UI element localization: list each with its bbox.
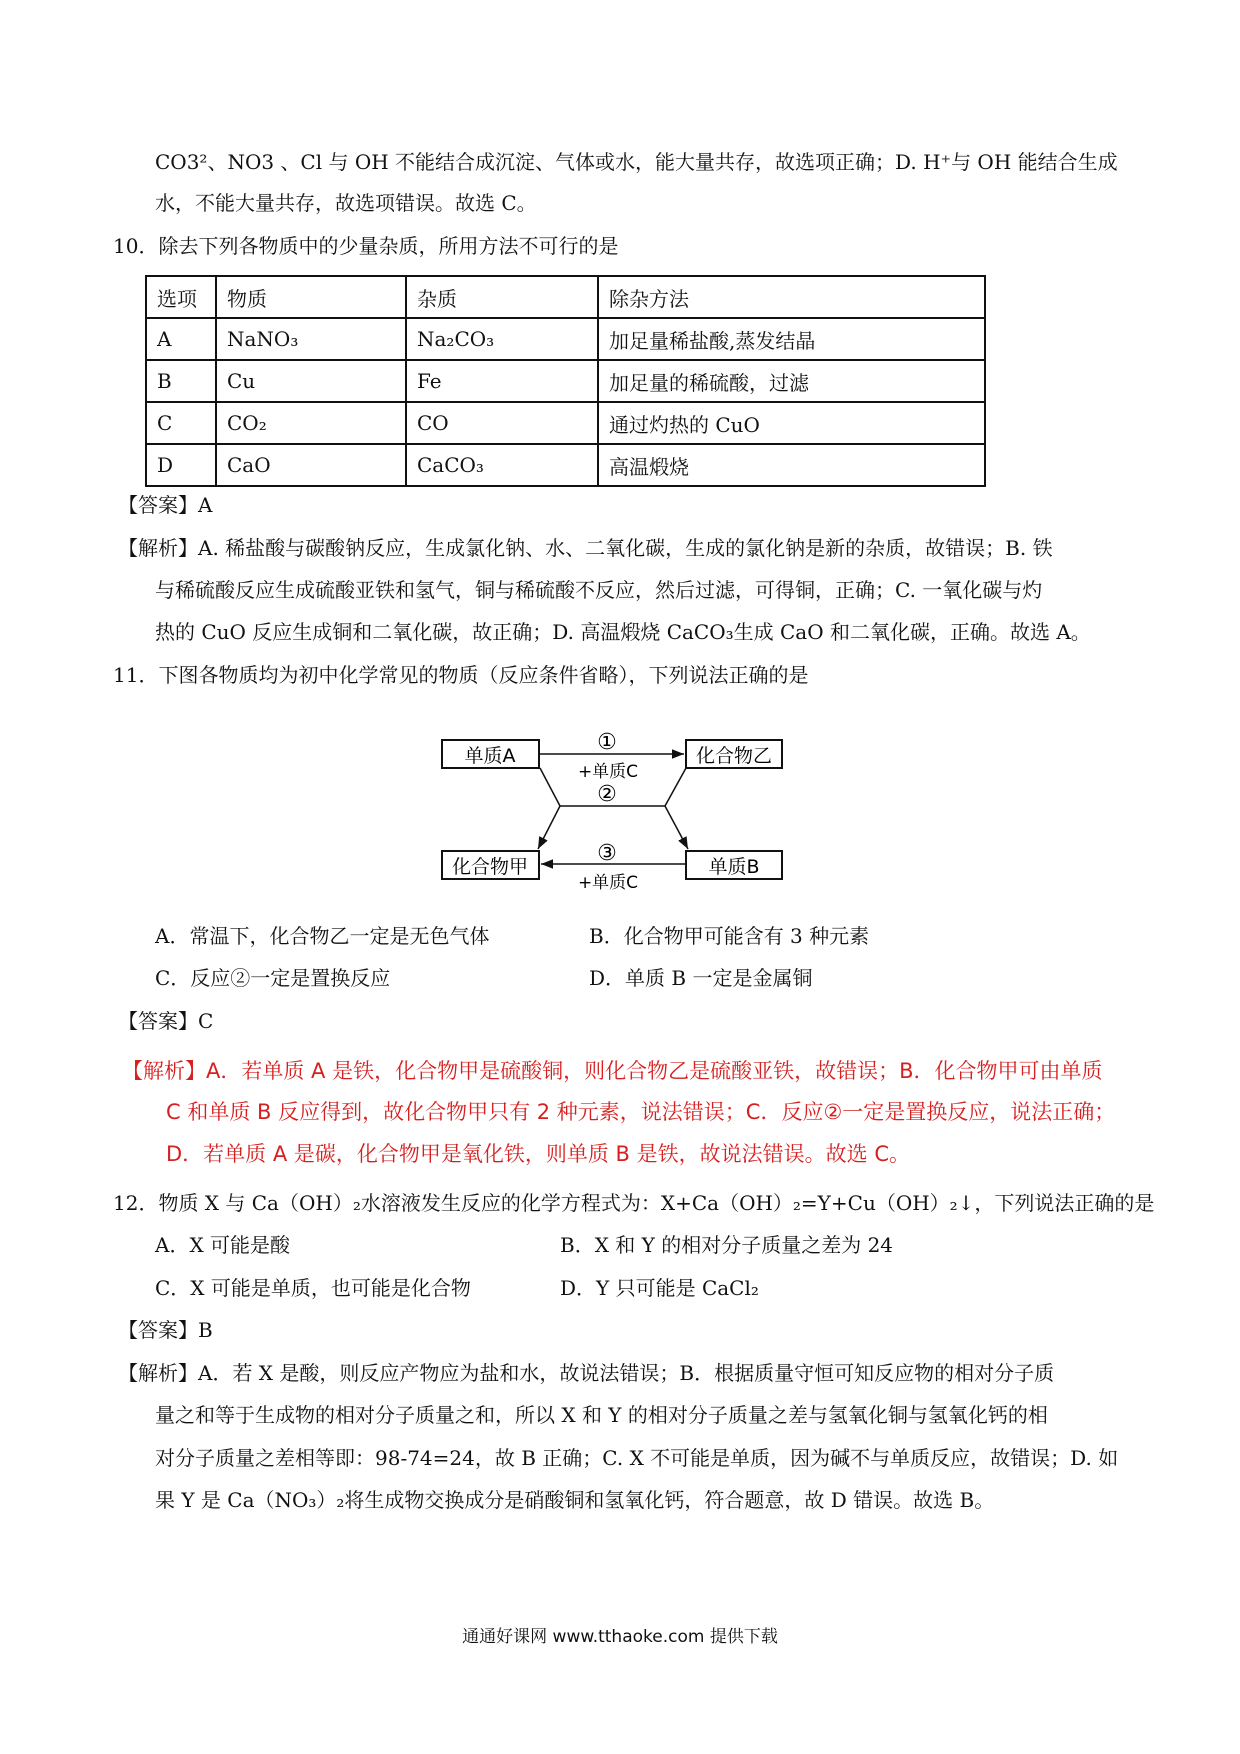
table-header-cell: 选项 — [146, 276, 216, 318]
table-cell: 高温煅烧 — [598, 444, 985, 486]
question-12-stem: 12．物质 X 与 Ca（OH）₂水溶液发生反应的化学方程式为：X+Ca（OH）₂=Y+Cu（OH）₂↓，下列说法正确的是 — [113, 1191, 1155, 1215]
table-cell: CaCO₃ — [406, 444, 598, 486]
question-11-analysis: D．若单质 A 是碳，化合物甲是氧化铁，则单质 B 是铁，故说法错误。故选 C。 — [166, 1142, 910, 1166]
arrow-reaction-2-to-b — [665, 806, 688, 849]
table-cell: 加足量的稀硫酸，过滤 — [598, 360, 985, 402]
question-12-option-b: B．X 和 Y 的相对分子质量之差为 24 — [560, 1233, 894, 1257]
question-10-analysis: 热的 CuO 反应生成铜和二氧化碳，故正确；D. 高温煅烧 CaCO₃生成 CaO 和二氧化碳，正确。故选 A。 — [155, 620, 1091, 644]
question-11-analysis: 【解析】A．若单质 A 是铁，化合物甲是硫酸铜，则化合物乙是硫酸亚铁，故错误；B．化合物甲可由单质 — [122, 1059, 1103, 1083]
question-12-analysis: 果 Y 是 Ca（NO₃）₂将生成物交换成分是硝酸铜和氢氧化钙，符合题意，故 D 错误。故选 B。 — [155, 1488, 995, 1512]
question-11-option-b: B．化合物甲可能含有 3 种元素 — [589, 924, 870, 948]
question-12-answer: 【答案】B — [118, 1318, 213, 1342]
page-footer: 通通好课网 www.tthaoke.com 提供下载 — [462, 1627, 778, 1647]
question-11-option-d: D．单质 B 一定是金属铜 — [589, 966, 813, 990]
intro-line: 水，不能大量共存，故选项错误。故选 C。 — [155, 191, 537, 215]
table-cell: CaO — [216, 444, 406, 486]
reaction-3-reagent: +单质C — [577, 873, 639, 893]
question-12-analysis: 【解析】A．若 X 是酸，则反应产物应为盐和水，故说法错误；B．根据质量守恒可知反应物的相对分子质 — [118, 1361, 1055, 1385]
reaction-2-line — [665, 768, 686, 806]
question-11-option-c: C．反应②一定是置换反应 — [155, 966, 391, 990]
table-cell: NaNO₃ — [216, 318, 406, 360]
question-12-option-a: A．X 可能是酸 — [155, 1233, 291, 1257]
reaction-2-line — [540, 768, 560, 806]
question-10-analysis: 【解析】A. 稀盐酸与碳酸钠反应，生成氯化钠、水、二氧化碳，生成的氯化钠是新的杂质，故错误；B. 铁 — [118, 536, 1053, 560]
table-cell: A — [146, 318, 216, 360]
question-10-answer: 【答案】A — [118, 493, 213, 517]
question-12-analysis: 对分子质量之差相等即：98-74=24，故 B 正确；C. X 不可能是单质，因为碱不与单质反应，故错误；D. 如 — [155, 1446, 1119, 1470]
box-compound-yi-label: 化合物乙 — [695, 745, 773, 767]
question-12-option-d: D．Y 只可能是 CaCl₂ — [560, 1276, 759, 1300]
question-11-answer: 【答案】C — [118, 1009, 214, 1033]
intro-line: CO3²、NO3 、Cl 与 OH 不能结合成沉淀、气体或水，能大量共存，故选项正确；D. H⁺与 OH 能结合生成 — [155, 150, 1118, 174]
table-cell: D — [146, 444, 216, 486]
question-10-analysis: 与稀硫酸反应生成硫酸亚铁和氢气，铜与稀硫酸不反应，然后过滤，可得铜，正确；C. 一氧化碳与灼 — [155, 578, 1043, 602]
question-11-stem: 11．下图各物质均为初中化学常见的物质（反应条件省略），下列说法正确的是 — [113, 663, 809, 687]
table-cell: Na₂CO₃ — [406, 318, 598, 360]
question-11-option-a: A．常温下，化合物乙一定是无色气体 — [155, 924, 490, 948]
table-cell: Cu — [216, 360, 406, 402]
question-12-option-c: C．X 可能是单质，也可能是化合物 — [155, 1276, 471, 1300]
reaction-1-reagent: +单质C — [577, 762, 639, 782]
reaction-1-label: ① — [597, 730, 617, 755]
box-element-a-label: 单质A — [464, 745, 516, 767]
arrow-reaction-2-to-jia — [538, 806, 560, 849]
question-10-stem: 10．除去下列各物质中的少量杂质，所用方法不可行的是 — [113, 234, 619, 258]
table-cell: 通过灼热的 CuO — [598, 402, 985, 444]
box-compound-jia-label: 化合物甲 — [451, 856, 529, 878]
reaction-2-label: ② — [597, 782, 617, 807]
table-cell: Fe — [406, 360, 598, 402]
table-cell: CO₂ — [216, 402, 406, 444]
table-cell: 加足量稀盐酸,蒸发结晶 — [598, 318, 985, 360]
table-header-cell: 物质 — [216, 276, 406, 318]
table-header-cell: 除杂方法 — [598, 276, 985, 318]
table-cell: C — [146, 402, 216, 444]
question-11-analysis: C 和单质 B 反应得到，故化合物甲只有 2 种元素，说法错误；C．反应②一定是置换反应，说法正确； — [166, 1100, 1116, 1124]
table-header-cell: 杂质 — [406, 276, 598, 318]
table-cell: CO — [406, 402, 598, 444]
question-12-analysis: 量之和等于生成物的相对分子质量之和，所以 X 和 Y 的相对分子质量之差与氢氧化铜与氢氧化钙的相 — [155, 1403, 1048, 1427]
box-element-b-label: 单质B — [708, 856, 760, 878]
reaction-3-label: ③ — [597, 841, 617, 866]
table-cell: B — [146, 360, 216, 402]
